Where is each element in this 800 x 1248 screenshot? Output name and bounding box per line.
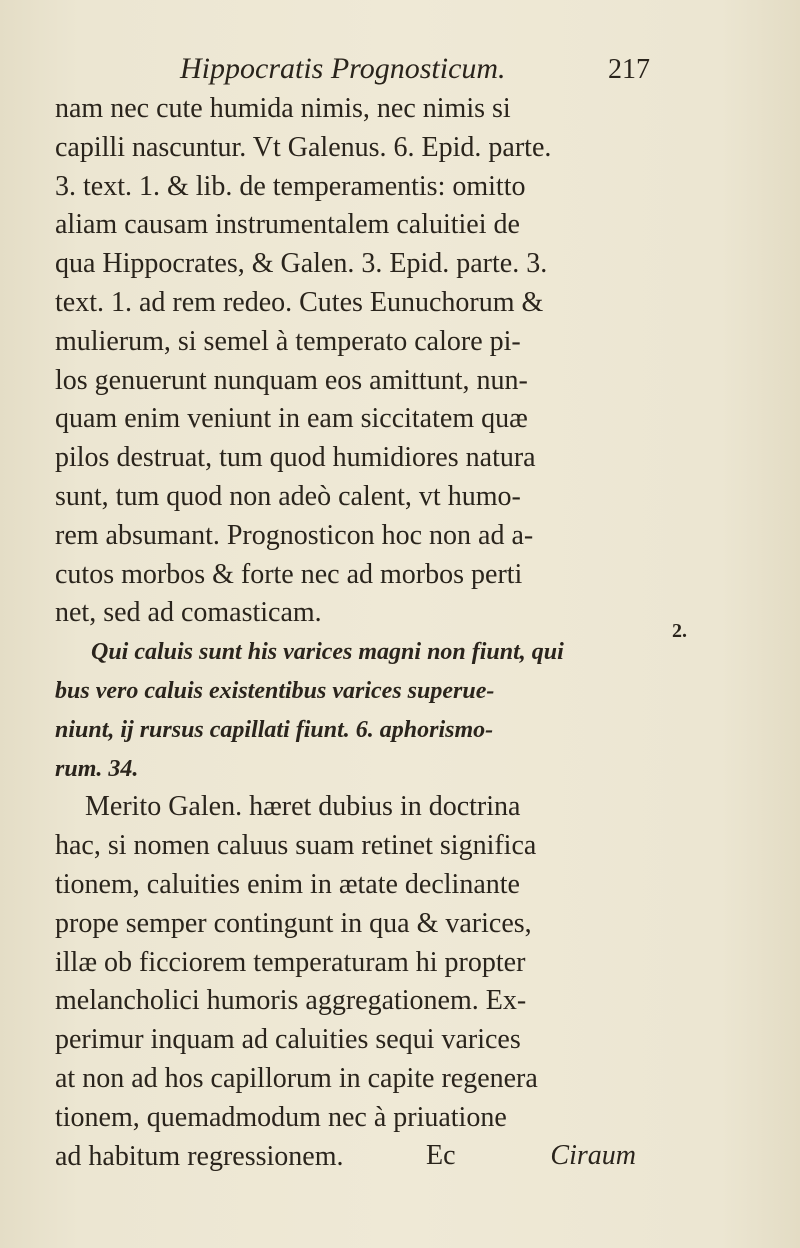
text-line: aliam causam instrumentalem caluitiei de xyxy=(55,209,520,241)
text-line: Merito Galen. hæret dubius in doctrina xyxy=(85,791,521,823)
text-line: mulierum, si semel à temperato calore pi- xyxy=(55,325,521,357)
aphorism-line: bus vero caluis existentibus varices superue- xyxy=(55,677,495,704)
aphorism-line: Qui caluis sunt his varices magni non fiunt, qui xyxy=(91,639,564,666)
text-line: text. 1. ad rem redeo. Cutes Eunuchorum & xyxy=(55,286,544,318)
running-title: Hippocratis Prognosticum. xyxy=(180,52,506,85)
text-line: los genuerunt nunquam eos amittunt, nun- xyxy=(55,364,528,396)
catchwords xyxy=(426,1140,636,1180)
text-line: hac, si nomen caluus suam retinet significa xyxy=(55,830,537,862)
text-line: net, sed ad comasticam. xyxy=(55,597,322,629)
text-line: capilli nascuntur. Vt Galenus. 6. Epid. parte. xyxy=(55,131,552,163)
text-line: 3. text. 1. & lib. de temperamentis: omitto xyxy=(55,170,526,202)
page-number: 217 xyxy=(608,54,650,85)
catchword-ciraum: Ciraum xyxy=(550,1140,636,1171)
aphorism-line: rum. 34. xyxy=(55,755,139,782)
text-line: pilos destruat, tum quod humidiores natura xyxy=(55,442,536,474)
text-line: tionem, quemadmodum nec à priuatione xyxy=(55,1101,507,1133)
aphorism-block xyxy=(55,633,655,788)
main-text xyxy=(55,90,655,1176)
aphorism-line: niunt, ij rursus capillati fiunt. 6. aphorismo- xyxy=(55,716,494,743)
text-line: qua Hippocrates, & Galen. 3. Epid. parte. 3. xyxy=(55,248,548,280)
text-line: cutos morbos & forte nec ad morbos perti xyxy=(55,558,523,590)
page-header xyxy=(180,52,650,92)
text-line: perimur inquam ad caluities sequi varices xyxy=(55,1024,521,1056)
text-line: tionem, caluities enim in ætate declinante xyxy=(55,868,520,900)
catchword-ec: Ec xyxy=(426,1140,456,1171)
text-line: quam enim veniunt in eam siccitatem quæ xyxy=(55,403,528,435)
paragraph-merito xyxy=(55,788,655,1176)
margin-note: 2. xyxy=(672,620,687,642)
text-line: prope semper contingunt in qua & varices, xyxy=(55,907,532,939)
text-line: sunt, tum quod non adeò calent, vt humo- xyxy=(55,480,521,512)
paragraph-commentary xyxy=(55,90,655,633)
text-line: at non ad hos capillorum in capite regenera xyxy=(55,1062,538,1094)
text-line: ad habitum regressionem. xyxy=(55,1140,344,1172)
text-line: illæ ob ficciorem temperaturam hi propter xyxy=(55,946,526,978)
text-line: melancholici humoris aggregationem. Ex- xyxy=(55,985,527,1017)
text-line: rem absumant. Prognosticon hoc non ad a- xyxy=(55,519,534,551)
text-line: nam nec cute humida nimis, nec nimis si xyxy=(55,93,511,124)
